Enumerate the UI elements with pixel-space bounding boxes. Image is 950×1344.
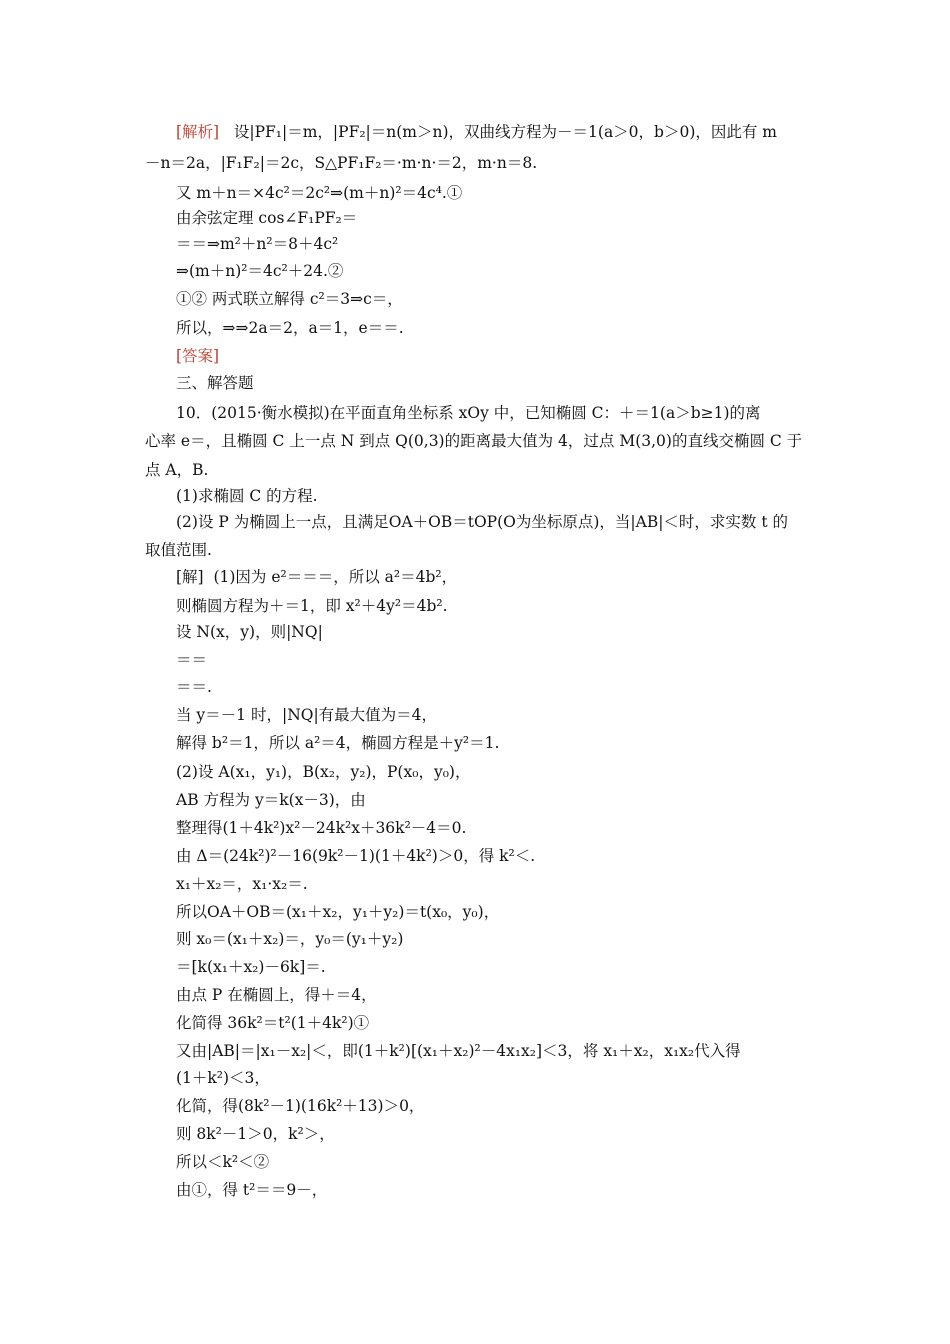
problem-line-6: 取值范围. — [145, 541, 212, 559]
solution-line-7: 解得 b²＝1，所以 a²＝4，椭圆方程是＋y²＝1. — [176, 734, 500, 752]
analysis-line-2: －n＝2a，|F₁F₂|＝2c，S△PF₁F₂＝·m·n·＝2，m·n＝8. — [145, 154, 538, 172]
section-heading: 三、解答题 — [176, 374, 254, 392]
solution-line-13: 所以OA＋OB＝(x₁＋x₂，y₁＋y₂)＝t(x₀，y₀)， — [176, 903, 500, 921]
solution-line-8: (2)设 A(x₁，y₁)，B(x₂，y₂)，P(x₀，y₀)， — [176, 763, 471, 781]
problem-line-3: 点 A，B. — [145, 461, 209, 479]
solution-line-22: 所以＜k²＜② — [176, 1153, 270, 1171]
solution-line-16: 由点 P 在椭圆上，得＋＝4， — [176, 986, 377, 1004]
analysis-line-6: ⇒(m＋n)²＝4c²＋24.② — [176, 262, 344, 280]
problem-line-5: (2)设 P 为椭圆上一点，且满足OA＋OB＝tOP(O为坐标原点)，当|AB|＜时，求实数 t 的 — [176, 513, 789, 531]
problem-line-4: (1)求椭圆 C 的方程. — [176, 487, 318, 505]
analysis-line-7: ①② 两式联立解得 c²＝3⇒c＝， — [176, 290, 403, 308]
solution-line-3: 设 N(x，y)，则|NQ| — [176, 623, 323, 641]
solution-line-10: 整理得(1＋4k²)x²－24k²x＋36k²－4＝0. — [176, 819, 467, 837]
solution-line-12: x₁＋x₂＝，x₁·x₂＝. — [176, 875, 308, 893]
analysis-line-4: 由余弦定理 cos∠F₁PF₂＝ — [176, 209, 358, 227]
solution-line-9: AB 方程为 y＝k(x－3)，由 — [176, 791, 366, 809]
analysis-line-5: ＝＝⇒m²＋n²＝8＋4c² — [176, 235, 339, 253]
analysis-line-3: 又 m＋n＝×4c²＝2c²⇒(m＋n)²＝4c⁴.① — [176, 184, 463, 202]
solution-line-17: 化简得 36k²＝t²(1＋4k²)① — [176, 1014, 370, 1032]
solution-line-20: 化简，得(8k²－1)(16k²＋13)＞0， — [176, 1097, 425, 1115]
analysis-text-1: 设|PF₁|＝m，|PF₂|＝n(m＞n)，双曲线方程为－＝1(a＞0，b＞0)，因此有 m — [219, 123, 777, 141]
problem-line-1: 10．(2015·衡水模拟)在平面直角坐标系 xOy 中，已知椭圆 C：＋＝1(a＞b≥1)的离 — [176, 404, 761, 422]
problem-line-2: 心率 e＝，且椭圆 C 上一点 N 到点 Q(0,3)的距离最大值为 4，过点 M(3,0)的直线交椭圆 C 于 — [145, 432, 803, 450]
solution-line-5: ＝＝. — [176, 678, 212, 696]
solution-line-15: ＝[k(x₁＋x₂)－6k]＝. — [176, 958, 326, 976]
analysis-line-8: 所以，⇒⇒2a＝2，a＝1，e＝＝. — [176, 319, 404, 337]
solution-line-2: 则椭圆方程为＋＝1，即 x²＋4y²＝4b². — [176, 597, 448, 615]
solution-line-14: 则 x₀＝(x₁＋x₂)＝，y₀＝(y₁＋y₂) — [176, 930, 404, 948]
solution-line-11: 由 Δ＝(24k²)²－16(9k²－1)(1＋4k²)＞0，得 k²＜. — [176, 847, 536, 865]
solution-line-1: [解] (1)因为 e²＝＝＝，所以 a²＝4b²， — [176, 568, 458, 586]
analysis-tag: [解析] — [176, 123, 220, 141]
solution-line-23: 由①，得 t²＝＝9－， — [176, 1181, 328, 1199]
solution-line-21: 则 8k²－1＞0，k²＞， — [176, 1125, 335, 1143]
solution-line-19: (1＋k²)＜3， — [176, 1069, 270, 1087]
solution-line-18: 又由|AB|＝|x₁－x₂|＜，即(1＋k²)[(x₁＋x₂)²－4x₁x₂]＜3，将 x₁＋x₂，x₁x₂代入得 — [176, 1042, 741, 1060]
analysis-line-1 — [0, 122, 950, 144]
answer-tag: [答案] — [176, 347, 220, 365]
solution-line-4: ＝＝ — [176, 651, 208, 669]
solution-line-6: 当 y＝－1 时，|NQ|有最大值为＝4， — [176, 706, 438, 724]
